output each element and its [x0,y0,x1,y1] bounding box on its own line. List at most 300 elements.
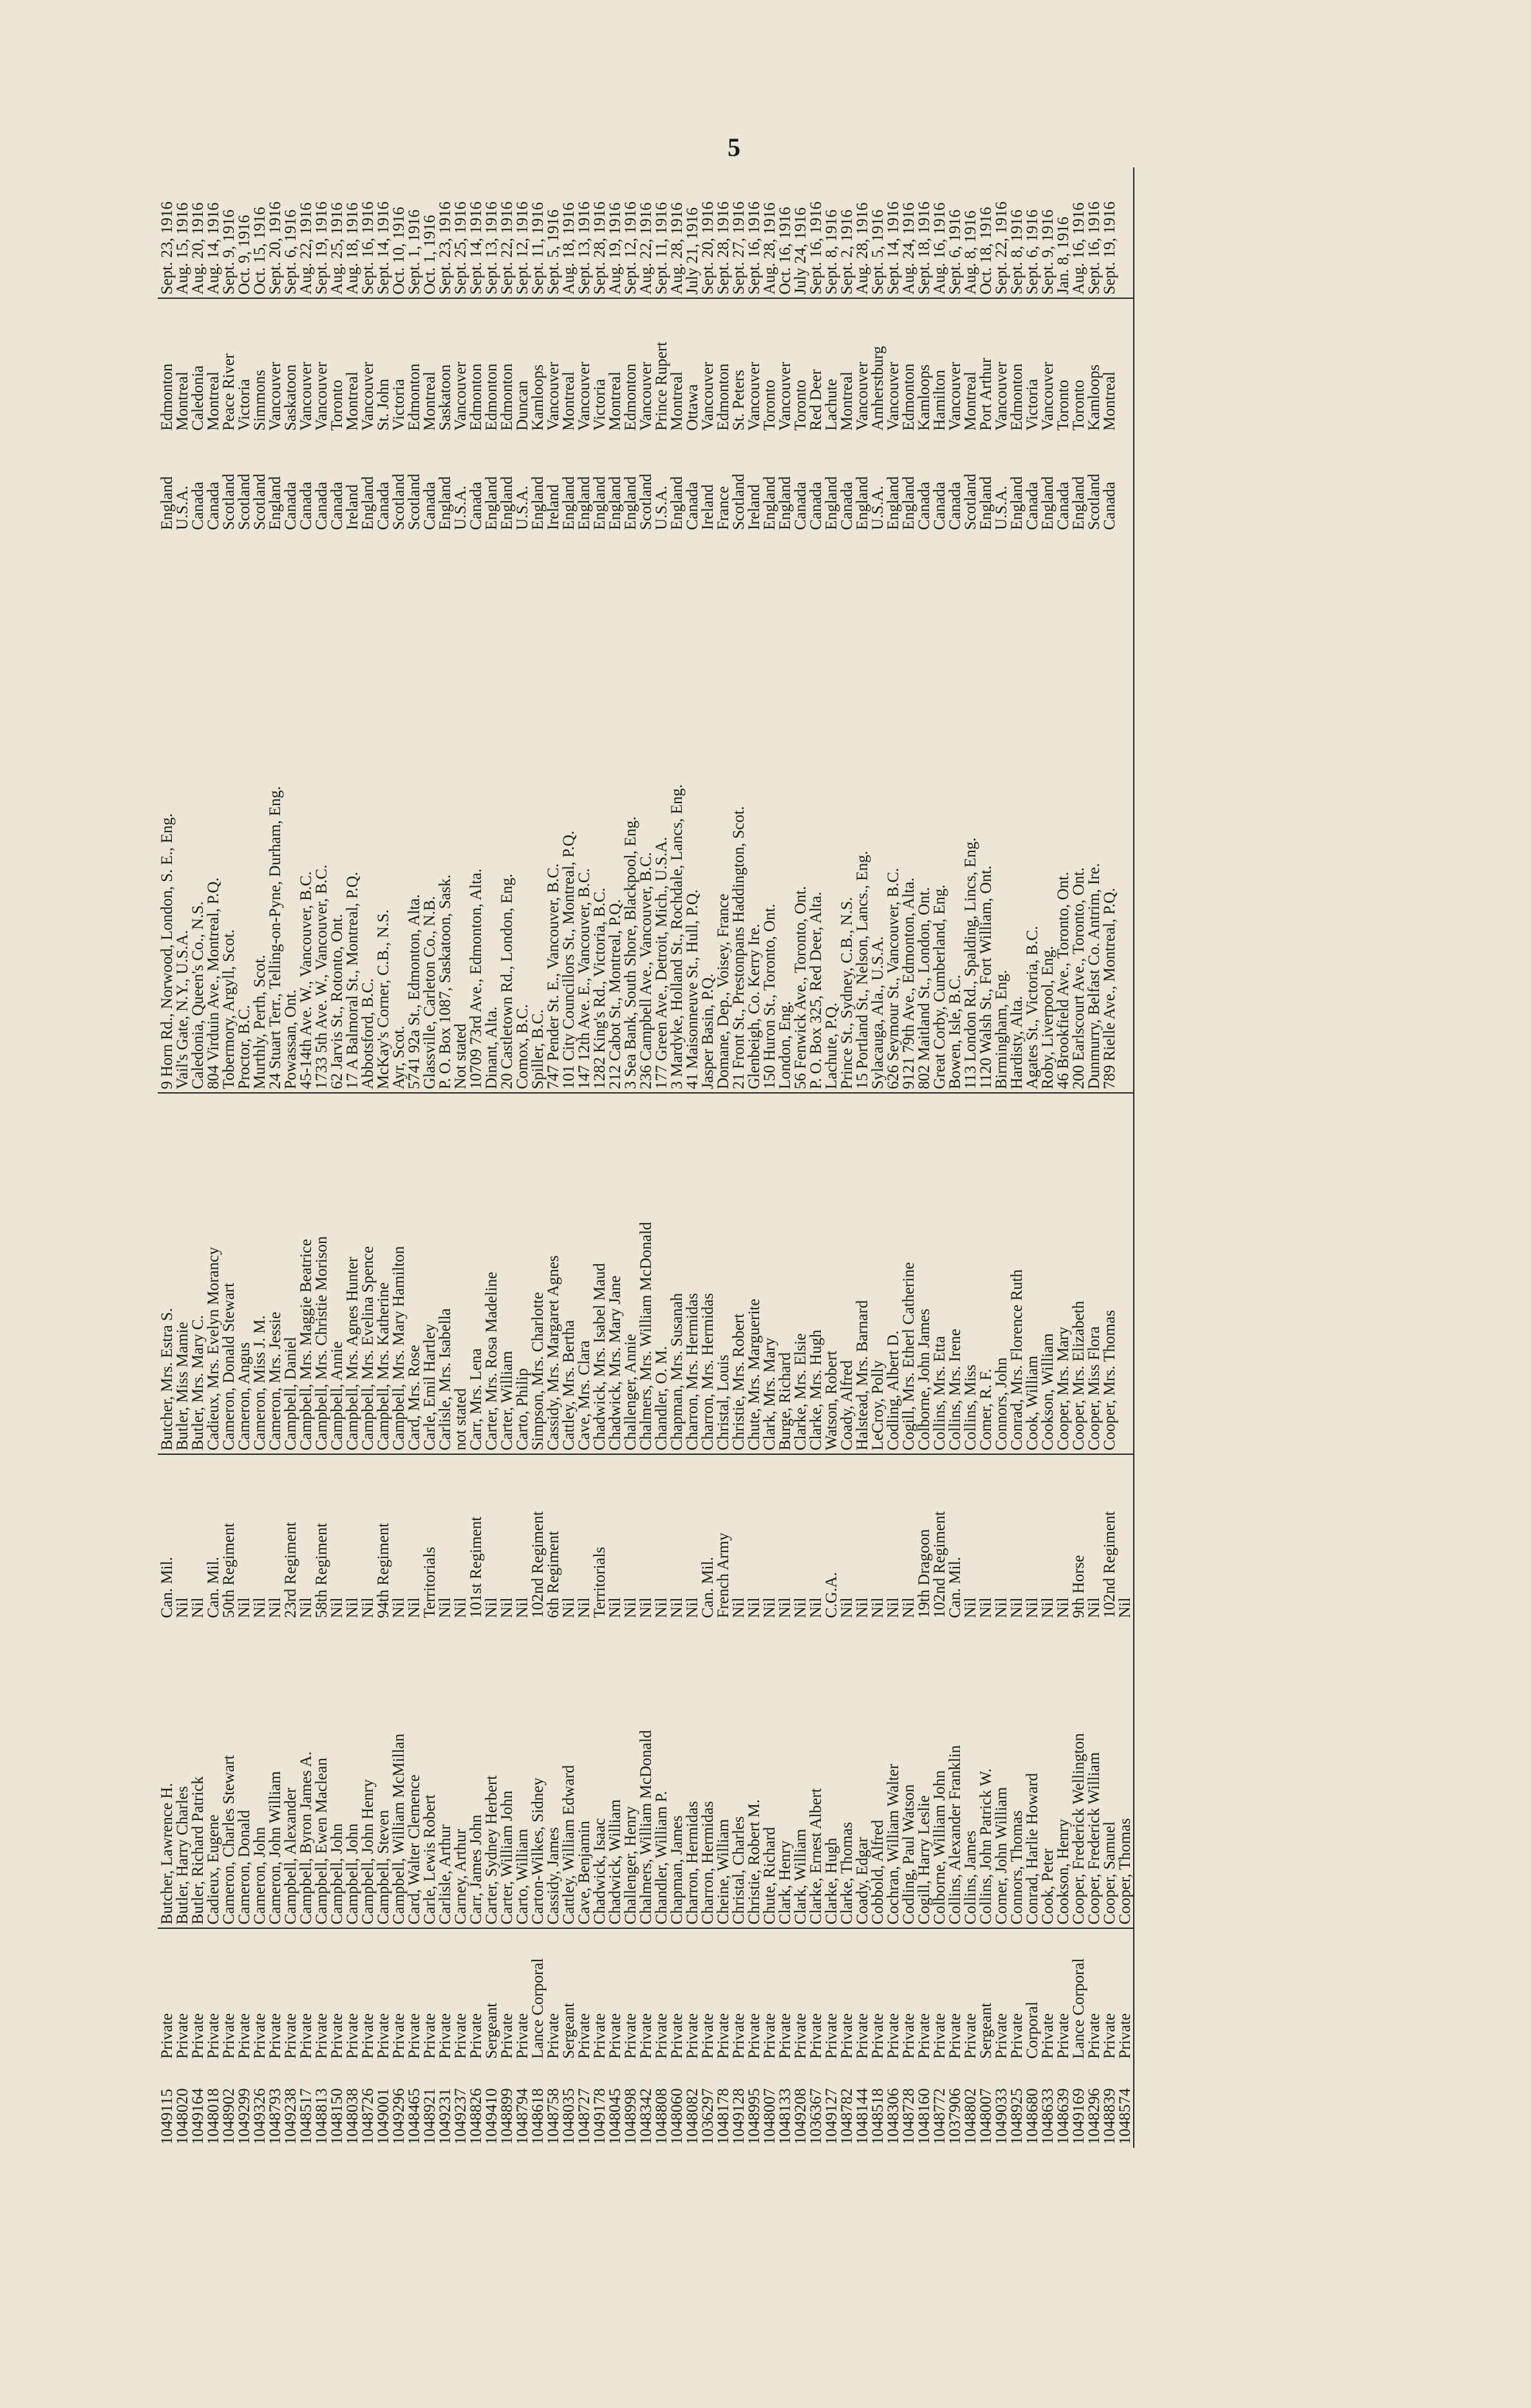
enlistment-date: Aug. 28, 1916 [762,167,778,298]
next-of-kin-address: 200 Earlscourt Ave., Toronto, Ont. [1071,533,1087,1093]
rank: Private [916,2013,933,2059]
former-corps: 102nd Regiment [529,1511,547,1618]
regimental-number: 1048574 [1118,2062,1134,2148]
next-of-kin-address: Proctor, B.C. [237,533,252,1093]
table-row [175,167,191,2148]
soldier-name: Cave, Benjamin [577,1622,592,1929]
regimental-number: 1049033 [993,2088,1010,2145]
former-corps: Nil [1008,1597,1026,1618]
regimental-number: 1048826 [467,2088,485,2145]
enlistment-date: Sept. 6, 1916 [283,167,299,298]
next-of-kin: Campbell, Mrs. Maggie Beatrice [299,1093,314,1454]
soldier-name: Carle, Lewis Robert [422,1622,438,1929]
soldier-name: Butcher, Lawrence H. [158,1622,175,1929]
former-corps: 94th Regiment [375,1522,392,1618]
table-row [500,167,515,2148]
enlistment-date: Sept. 22, 1916 [500,167,515,298]
regimental-number: 1048998 [622,2088,639,2145]
soldier-name: Campbell, John [345,1622,361,1929]
nominal-roll-table [158,167,1134,2148]
regimental-number: 1048839 [1101,2088,1118,2145]
next-of-kin: Cooper, Mrs. Elizabeth [1071,1093,1087,1454]
place-of-enlistment: Vancouver [854,361,871,431]
table-row [561,167,577,2148]
table-row [376,167,391,2148]
enlistment-date: Sept. 14, 1916 [886,167,901,298]
place-of-enlistment: Montreal [344,372,361,431]
soldier-name: Clarke, Hugh [824,1622,840,1929]
regimental-number: 1048813 [313,2088,330,2145]
enlistment-date: Sept. 23, 1916 [158,167,175,298]
regimental-number: 1049237 [452,2088,469,2145]
soldier-name: Comer, John William [994,1622,1010,1929]
birth-country: England [823,476,840,530]
next-of-kin-address: Roby, Liverpool, Eng. [1040,533,1056,1093]
enlistment-date: Sept. 6, 1916 [1025,167,1040,298]
regimental-number: 1048794 [514,2088,531,2145]
former-corps: Nil [668,1597,686,1618]
regimental-number: 1048618 [529,2088,547,2145]
next-of-kin-address: 802 Maitland St., London, Ont. [917,533,932,1093]
regimental-number: 1048899 [498,2088,516,2145]
birth-country: Canada [931,481,948,530]
rank: Private [437,2013,454,2059]
next-of-kin-address: McKay's Corner, C.B., N.S. [376,533,391,1093]
regimental-number: 1049164 [189,2088,207,2145]
next-of-kin-address: Comox, B.C. [515,533,531,1093]
table-row [762,167,778,2148]
table-row [484,167,500,2148]
next-of-kin: Campbell, Mrs. Mary Hamilton [391,1093,407,1454]
soldier-name: Conrad, Harlie Howard [1025,1622,1040,1929]
enlistment-date: Oct. 16, 1916 [778,167,793,298]
enlistment-date: Sept. 23, 1916 [438,167,453,298]
table-row [979,167,994,2148]
former-corps: 58th Regiment [313,1522,330,1618]
rank: Private [421,2013,438,2059]
place-of-enlistment: Edmonton [900,363,917,431]
former-corps: Nil [977,1597,995,1618]
place-of-enlistment: Vancouver [946,361,964,431]
next-of-kin-address: Hardisty, Alta. [1010,533,1025,1093]
place-of-enlistment: Edmonton [622,363,639,431]
birth-country: Canada [792,481,809,530]
next-of-kin: Codling, Albert D. [886,1093,901,1454]
regimental-number: 1048518 [869,2088,887,2145]
place-of-enlistment: Vancouver [1039,361,1057,431]
next-of-kin-address: Tobermory, Argyll, Scot. [221,533,237,1093]
regimental-number: 1048018 [205,2088,222,2145]
place-of-enlistment: Vancouver [885,361,902,431]
next-of-kin: Campbell, Mrs. Christie Morison [314,1093,330,1454]
regimental-number: 1048133 [776,2088,794,2145]
next-of-kin: Card, Mrs. Rose [407,1093,422,1454]
birth-country: England [437,476,454,530]
enlistment-date: Jan. 8, 1916 [1056,167,1071,298]
former-corps: Nil [297,1597,315,1618]
birth-country: England [591,476,608,530]
rank: Lance Corporal [1070,1958,1087,2059]
soldier-name: Cameron, Charles Stewart [221,1622,237,1929]
soldier-name: Cadieux, Eugene [206,1622,221,1929]
soldier-name: Chadwick, William [608,1622,623,1929]
rank: Private [344,2013,361,2059]
regimental-number: 1048517 [297,2088,315,2145]
next-of-kin-address: 20 Castletown Rd., London, Eng. [500,533,515,1093]
place-of-enlistment: Vancouver [576,361,593,431]
soldier-name: Collins, James [963,1622,979,1929]
next-of-kin: Cameron, Donald Stewart [221,1093,237,1454]
next-of-kin: Cadieux, Mrs. Evelyn Morancy [206,1093,221,1454]
former-corps: 6th Regiment [545,1531,562,1618]
soldier-name: Cook, Peter [1040,1622,1056,1929]
rank: Private [1118,1928,1134,2062]
enlistment-date: Sept. 27, 1916 [731,167,747,298]
former-corps: Territorials [421,1546,438,1618]
regimental-number: 1049296 [390,2088,408,2145]
table-row [793,167,809,2148]
birth-country: Canada [328,481,346,530]
table-row [345,167,361,2148]
next-of-kin: Chadwick, Mrs. Mary Jane [608,1093,623,1454]
enlistment-date: Sept. 22, 1916 [994,167,1010,298]
table-row [1040,167,1056,2148]
rank: Private [375,2013,392,2059]
regimental-number: 1049127 [823,2088,840,2145]
former-corps: Nil [1055,1597,1072,1618]
rank: Private [158,2013,176,2059]
enlistment-date: Aug. 24, 1916 [901,167,917,298]
rank: Private [576,2013,593,2059]
rank: Private [205,2013,222,2059]
rank: Private [622,2013,639,2059]
next-of-kin: Campbell, Annie [330,1093,345,1454]
former-corps: Nil [189,1597,207,1618]
soldier-name: Carter, Sydney Herbert [484,1622,500,1929]
next-of-kin: Comer, R. F. [979,1093,994,1454]
table-row [453,167,469,2148]
enlistment-date: Aug. 16, 1916 [932,167,948,298]
former-corps: Nil [267,1597,284,1618]
birth-country: U.S.A. [653,486,670,530]
place-of-enlistment: Vancouver [699,361,717,431]
place-of-enlistment: Montreal [421,372,438,431]
next-of-kin-address: Lachute, P.Q. [824,533,840,1093]
table-row [438,167,453,2148]
soldier-name: Challenger, Henry [623,1622,639,1929]
soldier-name: Cattley, William Edward [561,1622,577,1929]
next-of-kin-address: 1120 Walsh St., Fort William, Ont. [979,533,994,1093]
table-row [577,167,592,2148]
soldier-name: Charron, Hermidas [685,1622,700,1929]
enlistment-date: Sept. 9, 1916 [221,167,237,298]
next-of-kin-address: Domane, Dep., Voisey, France [716,533,731,1093]
enlistment-date: Aug. 14, 1916 [206,167,221,298]
soldier-name: Chandler, William P. [654,1622,670,1929]
rank: Private [668,2013,686,2059]
enlistment-date: Aug. 15, 1916 [175,167,191,298]
next-of-kin-address: Caledonia, Queen's Co., N.S. [191,533,206,1093]
rank: Private [313,2013,330,2059]
birth-country: Scotland [390,473,408,530]
place-of-enlistment: Edmonton [498,363,516,431]
table-row [901,167,917,2148]
regimental-number: 1036297 [699,2088,717,2145]
place-of-enlistment: Toronto [328,379,346,431]
birth-country: Scotland [730,473,747,530]
next-of-kin-address: 46 Brookfield Ave., Toronto, Ont. [1056,533,1071,1093]
enlistment-date: Aug. 16, 1916 [1071,167,1087,298]
next-of-kin-address: 1282 King's Rd., Victoria, B.C. [592,533,608,1093]
place-of-enlistment: Amherstburg [869,346,887,431]
next-of-kin-address: 1733 5th Ave. W., Vancouver, B.C. [314,533,330,1093]
next-of-kin: Collins, Mrs. Irene [948,1093,963,1454]
enlistment-date: Aug. 22, 1916 [299,167,314,298]
next-of-kin: Christie, Mrs. Robert [731,1093,747,1454]
regimental-number: 1048782 [838,2088,856,2145]
rank: Private [1085,2013,1103,2059]
next-of-kin-address: Dinant, Alta. [484,533,500,1093]
rank: Private [467,2013,485,2059]
enlistment-date: Sept. 19, 1916 [1102,167,1118,298]
place-of-enlistment: Victoria [390,379,408,431]
next-of-kin-address: 17 A Balmoral St., Montreal, P.Q. [345,533,361,1093]
regimental-number: 1048727 [576,2088,593,2145]
next-of-kin: Cooper, Mrs. Mary [1056,1093,1071,1454]
birth-country: England [483,476,500,530]
soldier-name: Clark, Henry [778,1622,793,1929]
birth-country: England [267,476,284,530]
enlistment-date: July 24, 1916 [793,167,809,298]
soldier-name: Carter, William John [500,1622,515,1929]
next-of-kin: Colborne, John James [917,1093,932,1454]
rank: Private [359,2013,377,2059]
place-of-enlistment: St. Peters [730,370,747,431]
regimental-number: 1048060 [668,2088,686,2145]
enlistment-date: Aug. 18, 1916 [561,167,577,298]
birth-country: England [761,476,778,530]
birth-country: Scotland [220,473,238,530]
soldier-name: Cooper, Samuel [1102,1622,1118,1929]
next-of-kin-address: 626 Seymour St., Vancouver, B.C. [886,533,901,1093]
next-of-kin-address: 9 Horn Rd., Norwood, London, S. E., Eng. [158,533,175,1093]
regimental-number: 1048160 [916,2088,933,2145]
table-row [623,167,639,2148]
former-corps: Nil [1024,1597,1041,1618]
former-corps: Nil [359,1597,377,1618]
rank: Lance Corporal [529,1958,547,2059]
regimental-number: 1048020 [174,2088,191,2145]
regimental-number: 1048296 [1085,2088,1103,2145]
next-of-kin-address: 62 Jarvis St., Rotonto, Ont. [330,533,345,1093]
next-of-kin: Carto, Philip [515,1093,531,1454]
former-corps: 23rd Regiment [282,1522,299,1618]
place-of-enlistment: Vancouver [746,361,763,431]
table-row [515,167,531,2148]
next-of-kin-address: 236 Campbell Ave., Vancouver, B.C. [639,533,654,1093]
birth-country: Canada [684,481,701,530]
soldier-name: Cobbold, Alfred [870,1622,886,1929]
soldier-name: Butler, Harry Charles [175,1622,191,1929]
regimental-number: 1048342 [637,2088,655,2145]
birth-country: U.S.A. [514,486,531,530]
soldier-name: Campbell, William McMillan [391,1622,407,1929]
next-of-kin-address: Glenbeigh, Co. Kerry Ire. [747,533,762,1093]
regimental-number: 1048921 [421,2088,438,2145]
birth-country: Ireland [545,484,562,530]
rank: Private [730,2013,747,2059]
regimental-number: 1049238 [282,2088,299,2145]
rank: Private [1039,2013,1057,2059]
rank: Private [931,2013,948,2059]
table-row [469,167,484,2148]
enlistment-date: Sept. 13, 1916 [577,167,592,298]
birth-country: Canada [282,481,299,530]
regimental-number: 1048178 [715,2088,732,2145]
place-of-enlistment: Toronto [761,379,778,431]
next-of-kin-address: 789 Rielle Ave., Montreal, P.Q. [1102,533,1118,1093]
place-of-enlistment: Victoria [236,379,253,431]
place-of-enlistment: Victoria [1024,379,1041,431]
place-of-enlistment: Vancouver [776,361,794,431]
soldier-name: Cooper, Thomas [1118,1622,1134,1929]
regimental-number: 1048465 [406,2088,423,2145]
table-row [886,167,901,2148]
rank: Sergeant [977,2002,995,2059]
rank: Private [653,2013,670,2059]
next-of-kin-address: 150 Huron St., Toronto, Ont. [762,533,778,1093]
birth-country: Ireland [746,484,763,530]
birth-country: Canada [838,481,856,530]
birth-country: England [668,476,686,530]
enlistment-date: Aug. 28, 1916 [855,167,870,298]
former-corps: 9th Horse [1070,1555,1087,1618]
enlistment-date: Sept. 8, 1916 [824,167,840,298]
rank: Private [761,2013,778,2059]
regimental-number: 1048680 [1024,2088,1041,2145]
regimental-number: 1048639 [1055,2088,1072,2145]
table-row [314,167,330,2148]
rank: Private [189,2013,207,2059]
birth-country: U.S.A. [452,486,469,530]
place-of-enlistment: Kamloops [916,364,933,431]
former-corps: Nil [854,1597,871,1618]
next-of-kin-address: 56 Fenwick Ave., Toronto, Ont. [793,533,809,1093]
regimental-number: 1048808 [653,2088,670,2145]
table-row [685,167,700,2148]
next-of-kin-address: Birmingham, Eng. [994,533,1010,1093]
next-of-kin: Butler, Mrs. Mary C. [191,1093,206,1454]
regimental-number: 1048802 [962,2088,979,2145]
enlistment-date: July 21, 1916 [685,167,700,298]
next-of-kin-address: Dunmurry, Belfast Co. Antrim, Ire. [1087,533,1102,1093]
next-of-kin-address: Agates St., Victoria, B.C. [1025,533,1040,1093]
birth-country: England [885,476,902,530]
regimental-number: 1048150 [328,2088,346,2145]
soldier-name: Carlisle, Arthur [438,1622,453,1929]
birth-country: England [359,476,377,530]
birth-country: Canada [375,481,392,530]
table-row [932,167,948,2148]
birth-country: Canada [916,481,933,530]
former-corps: Can. Mil. [699,1557,717,1618]
table-row [158,167,175,2148]
former-corps: Nil [514,1597,531,1618]
regimental-number: 1048038 [344,2088,361,2145]
birth-country: England [900,476,917,530]
former-corps: Nil [390,1597,408,1618]
birth-country: U.S.A. [174,486,191,530]
birth-country: Canada [1024,481,1041,530]
next-of-kin: Charron, Mrs. Hermidas [685,1093,700,1454]
next-of-kin: Butcher, Mrs. Estra S. [158,1093,175,1454]
soldier-name: Butler, Richard Patrick [191,1622,206,1929]
rank: Private [236,2013,253,2059]
rank: Private [823,2013,840,2059]
next-of-kin: Cooper, Miss Flora [1087,1093,1102,1454]
rank: Private [267,2013,284,2059]
place-of-enlistment: Vancouver [545,361,562,431]
next-of-kin: Clarke, Mrs. Hugh [809,1093,824,1454]
former-corps: Nil [498,1597,516,1618]
next-of-kin: Challenger, Annie [623,1093,639,1454]
rank: Private [746,2013,763,2059]
enlistment-date: Aug. 18, 1916 [345,167,361,298]
next-of-kin-address: Spiller, B.C. [531,533,546,1093]
next-of-kin: Cooper, Mrs. Thomas [1102,1093,1118,1454]
next-of-kin: Carter, William [500,1093,515,1454]
place-of-enlistment [1118,298,1134,433]
next-of-kin: Cattley, Mrs. Bertha [561,1093,577,1454]
enlistment-date: Sept. 14, 1916 [376,167,391,298]
birth-country: Canada [946,481,964,530]
former-corps: C.G.A. [823,1572,840,1618]
former-corps: 101st Regiment [467,1516,485,1618]
place-of-enlistment: Edmonton [483,363,500,431]
birth-country: England [1070,476,1087,530]
enlistment-date: Sept. 19, 1916 [314,167,330,298]
place-of-enlistment: Victoria [591,379,608,431]
place-of-enlistment: Edmonton [467,363,485,431]
place-of-enlistment: Vancouver [297,361,315,431]
table-row [731,167,747,2148]
soldier-name: Cochran, William Walter [886,1622,901,1929]
next-of-kin: Cameron, Mrs. Jessie [268,1093,283,1454]
next-of-kin: Campbell, Mrs. Katherine [376,1093,391,1454]
birth-country: England [606,476,624,530]
table-row [592,167,608,2148]
birth-country: Canada [1101,481,1118,530]
regimental-number: 1049326 [251,2088,268,2145]
regimental-number: 1048995 [746,2088,763,2145]
birth-country: France [715,486,732,530]
next-of-kin-address: 3 Sea Bank, South Shore, Blackpool, Eng. [623,533,639,1093]
next-of-kin-address: 113 London Rd., Spalding, Lincs, Eng. [963,533,979,1093]
table-row [809,167,824,2148]
former-corps: Can. Mil. [158,1557,176,1618]
table-row [608,167,623,2148]
rank: Private [637,2013,655,2059]
enlistment-date: Sept. 9, 1916 [1040,167,1056,298]
birth-country: U.S.A. [993,486,1010,530]
soldier-name: Christie, Robert M. [747,1622,762,1929]
next-of-kin: Chute, Mrs. Marguerite [747,1093,762,1454]
birth-country: Canada [467,481,485,530]
soldier-name: Campbell, Ewen Maclean [314,1622,330,1929]
enlistment-date: Aug. 22, 1916 [639,167,654,298]
soldier-name: Collins, John Patrick W. [979,1622,994,1929]
place-of-enlistment: Duncan [514,380,531,431]
